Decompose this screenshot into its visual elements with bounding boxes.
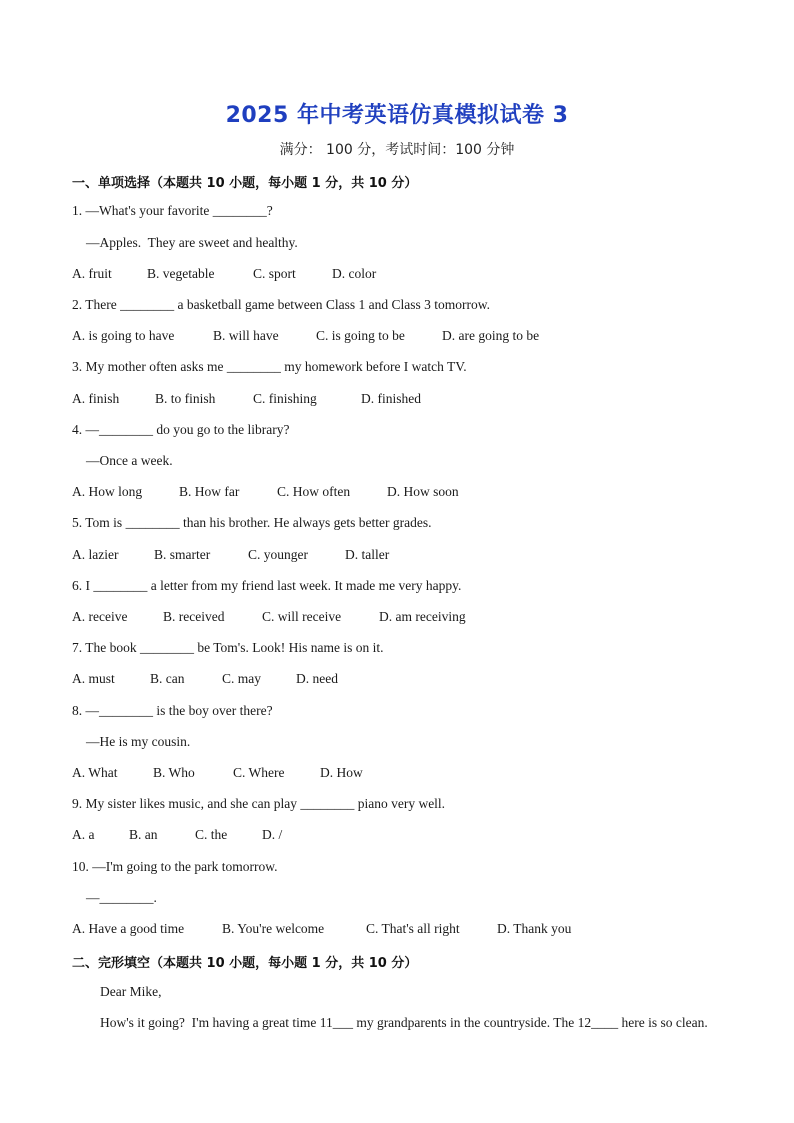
question-3-options [72,391,421,409]
option-c[interactable]: C. may [222,671,261,686]
question-4-options [72,484,459,502]
option-a[interactable]: A. lazier [72,547,119,562]
cloze-paragraph: How's it going? I'm having a great time 11___ my grandparents in the countryside. The 12____ here is so clean. [100,1015,708,1030]
question-3-stem: 3. My mother often asks me ________ my homework before I watch TV. [72,359,467,374]
option-d[interactable]: D. are going to be [442,328,540,343]
question-1-reply: —Apples. They are sweet and healthy. [86,235,298,250]
option-c[interactable]: C. will receive [262,609,342,624]
section2-heading: 二、完形填空（本题共 10 小题，每小题 1 分，共 10 分） [72,956,418,971]
option-b[interactable]: B. received [163,609,225,624]
question-2-options [72,328,540,346]
section1-heading: 一、单项选择（本题共 10 小题，每小题 1 分，共 10 分） [72,176,418,191]
option-d[interactable]: D. color [332,266,377,281]
option-c[interactable]: C. That's all right [366,921,460,936]
question-9-options [72,827,283,845]
letter-greeting: Dear Mike, [100,984,162,999]
option-d[interactable]: D. taller [345,547,390,562]
exam-info: 满分： 100 分，考试时间：100 分钟 [279,142,515,158]
option-a[interactable]: A. finish [72,391,120,406]
page-title: 2025 年中考英语仿真模拟试卷 3 [225,103,569,128]
option-a[interactable]: A. What [72,765,118,780]
option-c[interactable]: C. is going to be [316,328,405,343]
option-d[interactable]: D. How soon [387,484,459,499]
option-d[interactable]: D. / [262,827,283,842]
option-b[interactable]: B. will have [213,328,279,343]
option-c[interactable]: C. finishing [253,391,317,406]
question-10-stem: 10. —I'm going to the park tomorrow. [72,859,278,874]
option-b[interactable]: B. Who [153,765,195,780]
option-c[interactable]: C. How often [277,484,351,499]
option-c[interactable]: C. Where [233,765,285,780]
option-c[interactable]: C. the [195,827,228,842]
question-8-stem: 8. —________ is the boy over there? [72,703,273,718]
option-a[interactable]: A. a [72,827,95,842]
option-a[interactable]: A. Have a good time [72,921,185,936]
question-10-reply: —________. [86,890,157,905]
question-5-stem: 5. Tom is ________ than his brother. He always gets better grades. [72,515,432,530]
question-8-options [72,765,363,783]
question-1-stem: 1. —What's your favorite ________? [72,203,273,218]
question-2-stem: 2. There ________ a basketball game between Class 1 and Class 3 tomorrow. [72,297,491,312]
option-d[interactable]: D. am receiving [379,609,466,624]
question-4-reply: —Once a week. [86,453,173,468]
question-8-reply: —He is my cousin. [86,734,191,749]
option-a[interactable]: A. must [72,671,115,686]
question-9-stem: 9. My sister likes music, and she can play ________ piano very well. [72,796,446,811]
question-6-options [72,609,466,627]
option-b[interactable]: B. How far [179,484,240,499]
option-d[interactable]: D. How [320,765,363,780]
option-d[interactable]: D. finished [361,391,421,406]
question-7-options [72,671,338,689]
option-b[interactable]: B. You're welcome [222,921,325,936]
option-a[interactable]: A. How long [72,484,143,499]
question-4-stem: 4. —________ do you go to the library? [72,422,290,437]
option-b[interactable]: B. smarter [154,547,211,562]
option-d[interactable]: D. Thank you [497,921,572,936]
option-a[interactable]: A. is going to have [72,328,175,343]
option-b[interactable]: B. to finish [155,391,216,406]
question-10-options [72,921,572,939]
option-b[interactable]: B. an [129,827,158,842]
option-b[interactable]: B. vegetable [147,266,215,281]
option-c[interactable]: C. younger [248,547,308,562]
option-a[interactable]: A. fruit [72,266,112,281]
option-c[interactable]: C. sport [253,266,296,281]
option-a[interactable]: A. receive [72,609,128,624]
question-5-options [72,547,390,565]
question-7-stem: 7. The book ________ be Tom's. Look! His name is on it. [72,640,384,655]
option-b[interactable]: B. can [150,671,185,686]
question-1-options [72,266,377,284]
question-6-stem: 6. I ________ a letter from my friend last week. It made me very happy. [72,578,462,593]
option-d[interactable]: D. need [296,671,338,686]
